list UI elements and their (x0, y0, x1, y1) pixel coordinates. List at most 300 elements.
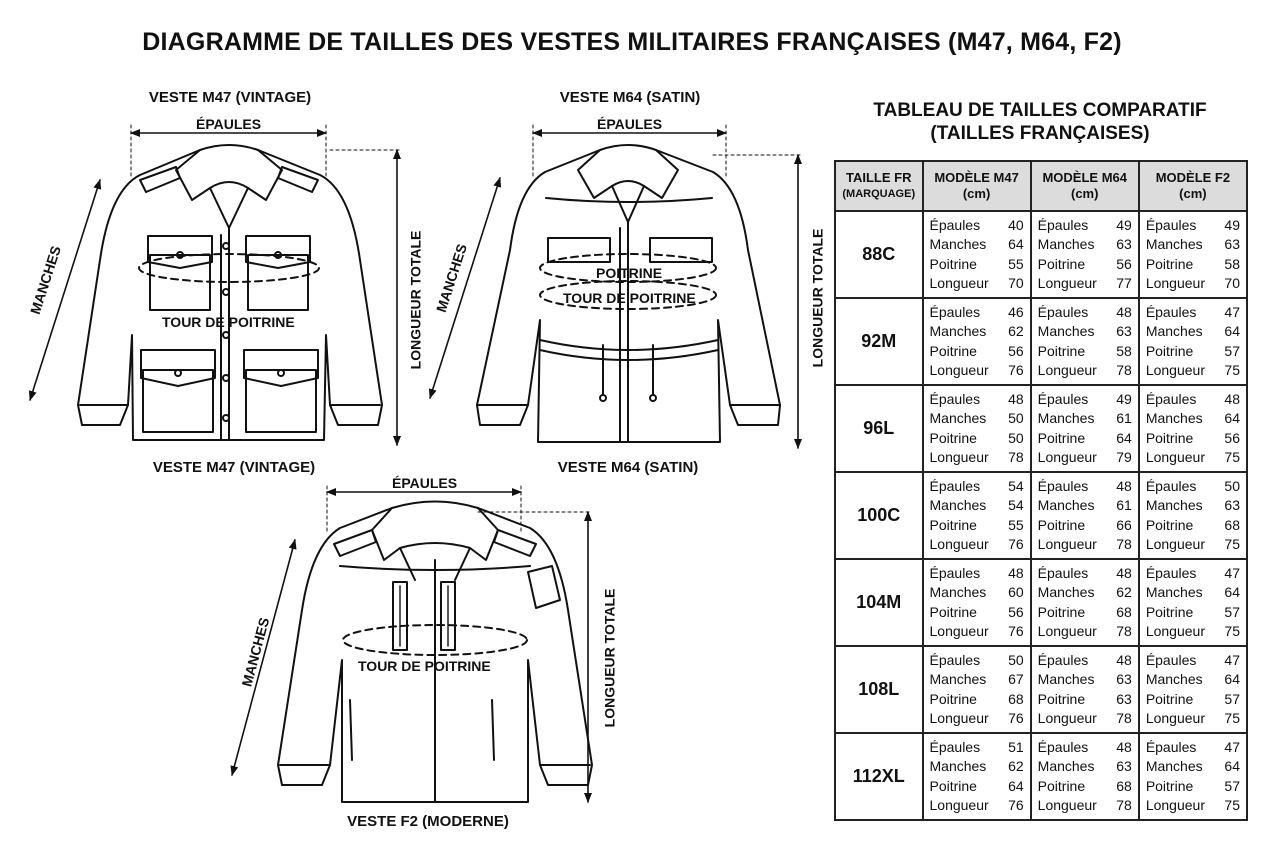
measure-value: 63 (1116, 758, 1132, 774)
measure-value: 62 (1116, 584, 1132, 600)
measure-label: Poitrine (929, 516, 977, 533)
measure-line (930, 709, 1024, 729)
measure-label: Longueur (929, 710, 989, 726)
measure-line (1146, 777, 1240, 797)
table-title-line2: (TAILLES FRANÇAISES) (930, 123, 1150, 144)
measure-label: Poitrine (1145, 429, 1194, 446)
measure-label: Épaules (1037, 216, 1089, 233)
measure-value: 47 (1224, 738, 1240, 755)
measure-value: 48 (1116, 564, 1132, 581)
measure-line (930, 361, 1024, 381)
measure-value: 64 (1224, 584, 1240, 600)
header-m64 (1031, 161, 1139, 211)
measure-label: Manches (1145, 584, 1203, 600)
measure-label: Poitrine (929, 603, 977, 620)
measure-line (1038, 409, 1132, 429)
header-m47-main: MODÈLE M47 (934, 170, 1019, 185)
measure-line (1038, 342, 1132, 362)
measure-value: 56 (1008, 603, 1024, 620)
measure-value: 49 (1116, 390, 1132, 407)
measure-line (930, 255, 1024, 275)
measure-cell-m64 (1031, 646, 1139, 733)
measure-value: 55 (1008, 516, 1024, 533)
header-size (835, 161, 923, 211)
measure-label: Longueur (1037, 710, 1097, 726)
measure-label: Poitrine (929, 342, 977, 359)
measure-label: Manches (929, 584, 987, 600)
measure-line (1146, 409, 1240, 429)
header-size-sub: (MARQUAGE) (842, 188, 916, 200)
m64-sleeves-label: MANCHES (432, 241, 470, 315)
measure-line (1038, 738, 1132, 758)
measure-line (1038, 603, 1132, 623)
measure-line (1146, 361, 1240, 381)
measure-value: 76 (1008, 362, 1024, 378)
size-cell: 108L (835, 646, 923, 733)
measure-line (1146, 516, 1240, 536)
measure-label: Épaules (929, 564, 981, 581)
measure-line (930, 409, 1024, 429)
size-cell: 88C (835, 211, 923, 298)
measure-value: 64 (1116, 429, 1132, 446)
header-m64-main: MODÈLE M64 (1042, 170, 1127, 185)
measure-label: Manches (929, 236, 987, 252)
measure-line (1146, 303, 1240, 323)
measure-value: 75 (1224, 536, 1240, 552)
measure-value: 51 (1008, 738, 1024, 755)
measure-value: 75 (1224, 710, 1240, 726)
measure-label: Épaules (929, 216, 981, 233)
measure-line (1038, 709, 1132, 729)
measure-label: Manches (1037, 497, 1095, 513)
measure-line (930, 496, 1024, 516)
measure-value: 48 (1116, 303, 1132, 320)
measure-line (930, 516, 1024, 536)
measure-value: 63 (1224, 236, 1240, 252)
measure-label: Épaules (1145, 564, 1197, 581)
measure-label: Poitrine (1145, 603, 1194, 620)
measure-label: Poitrine (1037, 429, 1086, 446)
measure-value: 77 (1116, 275, 1132, 291)
measure-value: 48 (1116, 477, 1132, 494)
measure-line (1146, 796, 1240, 816)
size-table-header (835, 161, 1247, 211)
measure-value: 67 (1008, 671, 1024, 687)
measure-line (1038, 477, 1132, 497)
header-f2-sub: (cm) (1179, 186, 1207, 201)
measure-value: 57 (1224, 690, 1240, 707)
measure-label: Manches (1145, 410, 1203, 426)
measure-value: 64 (1224, 323, 1240, 339)
table-row (835, 211, 1247, 298)
measure-line (930, 651, 1024, 671)
measure-label: Poitrine (1037, 690, 1086, 707)
measure-label: Manches (1037, 584, 1095, 600)
measure-value: 46 (1008, 303, 1024, 320)
measure-label: Poitrine (929, 255, 977, 272)
m47-shoulders-label: ÉPAULES (196, 116, 262, 132)
measure-value: 61 (1116, 410, 1132, 426)
measure-value: 64 (1008, 777, 1024, 794)
measure-line (1038, 670, 1132, 690)
measure-value: 56 (1008, 342, 1024, 359)
measure-value: 40 (1008, 216, 1024, 233)
jacket-m47-drawing (30, 125, 400, 445)
measure-value: 54 (1008, 477, 1024, 494)
header-size-main: TAILLE FR (846, 170, 912, 185)
measure-cell-f2 (1139, 298, 1247, 385)
measure-label: Manches (929, 410, 987, 426)
measure-line (1146, 738, 1240, 758)
jacket-m64-drawing (430, 125, 800, 448)
measure-line (1038, 255, 1132, 275)
header-m64-sub: (cm) (1071, 186, 1099, 201)
measure-cell-f2 (1139, 559, 1247, 646)
measure-value: 68 (1116, 777, 1132, 794)
measure-value: 70 (1224, 275, 1240, 291)
measure-value: 61 (1116, 497, 1132, 513)
measure-line (1146, 255, 1240, 275)
measure-label: Épaules (929, 477, 981, 494)
measure-value: 64 (1224, 410, 1240, 426)
measure-label: Épaules (1037, 651, 1089, 668)
header-m47-sub: (cm) (962, 186, 991, 201)
table-title (830, 99, 1250, 145)
measure-label: Manches (1145, 236, 1203, 252)
measure-line (930, 564, 1024, 584)
header-m47 (923, 161, 1031, 211)
measure-cell-f2 (1139, 211, 1247, 298)
measure-value: 50 (1008, 410, 1024, 426)
measure-label: Manches (1145, 671, 1203, 687)
table-row (835, 472, 1247, 559)
measure-label: Manches (929, 323, 987, 339)
measure-label: Longueur (1145, 449, 1205, 465)
measure-value: 58 (1224, 255, 1240, 272)
measure-value: 50 (1008, 429, 1024, 446)
measure-value: 50 (1008, 651, 1024, 668)
measure-label: Manches (929, 671, 987, 687)
measure-line (1146, 390, 1240, 410)
measure-value: 64 (1224, 758, 1240, 774)
measure-label: Épaules (1037, 303, 1089, 320)
m64-chest-label-a: POITRINE (596, 265, 663, 281)
measure-label: Épaules (1145, 390, 1197, 407)
m64-chest-label-b: TOUR DE POITRINE (563, 290, 696, 306)
table-row (835, 733, 1247, 820)
measure-value: 63 (1116, 323, 1132, 339)
measure-label: Épaules (1037, 477, 1089, 494)
jacket-f2-drawing (232, 486, 592, 802)
measure-label: Manches (929, 497, 987, 513)
measure-line (930, 477, 1024, 497)
measure-label: Poitrine (1037, 255, 1086, 272)
measure-value: 76 (1008, 536, 1024, 552)
measure-value: 64 (1008, 236, 1024, 252)
measure-value: 48 (1116, 651, 1132, 668)
measure-value: 48 (1224, 390, 1240, 407)
f2-sleeves-label: MANCHES (238, 615, 273, 689)
measure-label: Épaules (1037, 390, 1089, 407)
f2-length-label: LONGUEUR TOTALE (601, 588, 618, 728)
m47-top-label: VESTE M47 (VINTAGE) (148, 89, 312, 106)
measure-label: Manches (1037, 671, 1095, 687)
measure-line (930, 322, 1024, 342)
measure-label: Poitrine (1037, 516, 1086, 533)
measure-value: 63 (1116, 671, 1132, 687)
measure-label: Longueur (929, 623, 989, 639)
measure-label: Longueur (929, 362, 989, 378)
measure-line (930, 342, 1024, 362)
measure-label: Longueur (929, 797, 989, 813)
measure-label: Longueur (1037, 536, 1097, 552)
measure-value: 76 (1008, 710, 1024, 726)
measure-line (1038, 322, 1132, 342)
measure-label: Longueur (1145, 710, 1205, 726)
measure-cell-f2 (1139, 733, 1247, 820)
measure-label: Épaules (929, 390, 981, 407)
measure-cell-m64 (1031, 211, 1139, 298)
measure-line (1146, 709, 1240, 729)
measure-value: 78 (1116, 797, 1132, 813)
measure-label: Longueur (1145, 536, 1205, 552)
measure-label: Épaules (929, 651, 981, 668)
measure-line (1146, 622, 1240, 642)
size-cell: 112XL (835, 733, 923, 820)
measure-label: Épaules (1145, 303, 1197, 320)
measure-value: 49 (1116, 216, 1132, 233)
measure-value: 75 (1224, 797, 1240, 813)
measure-line (930, 390, 1024, 410)
measure-line (930, 738, 1024, 758)
measure-line (930, 583, 1024, 603)
measure-label: Manches (1037, 758, 1095, 774)
measure-label: Longueur (1145, 623, 1205, 639)
measure-cell-f2 (1139, 472, 1247, 559)
page-title: DIAGRAMME DE TAILLES DES VESTES MILITAIRES FRANÇAISES (M47, M64, F2) (142, 28, 1122, 56)
measure-line (1146, 651, 1240, 671)
measure-line (1146, 429, 1240, 449)
table-row (835, 646, 1247, 733)
measure-label: Manches (1145, 758, 1203, 774)
measure-line (1146, 448, 1240, 468)
measure-line (1038, 235, 1132, 255)
measure-line (1038, 622, 1132, 642)
measure-value: 68 (1224, 516, 1240, 533)
measure-line (1038, 274, 1132, 294)
measure-label: Poitrine (929, 777, 977, 794)
measure-line (930, 429, 1024, 449)
measure-value: 75 (1224, 362, 1240, 378)
measure-line (1146, 322, 1240, 342)
measure-value: 48 (1116, 738, 1132, 755)
measure-cell-m47 (923, 646, 1031, 733)
measure-line (930, 757, 1024, 777)
measure-line (1038, 583, 1132, 603)
measure-label: Longueur (929, 449, 989, 465)
measure-value: 76 (1008, 797, 1024, 813)
m47-bottom-label: VESTE M47 (VINTAGE) (152, 459, 316, 476)
measure-value: 48 (1008, 390, 1024, 407)
measure-line (1146, 564, 1240, 584)
measure-label: Épaules (929, 738, 981, 755)
measure-line (1038, 535, 1132, 555)
measure-label: Poitrine (1145, 690, 1194, 707)
size-table (834, 160, 1248, 821)
measure-line (1146, 535, 1240, 555)
size-cell: 92M (835, 298, 923, 385)
measure-value: 47 (1224, 303, 1240, 320)
measure-line (1146, 216, 1240, 236)
measure-value: 68 (1116, 603, 1132, 620)
measure-label: Épaules (1037, 738, 1089, 755)
measure-cell-m64 (1031, 559, 1139, 646)
measure-cell-m47 (923, 211, 1031, 298)
measure-label: Longueur (929, 275, 989, 291)
measure-value: 54 (1008, 497, 1024, 513)
measure-value: 64 (1224, 671, 1240, 687)
measure-label: Épaules (1145, 651, 1197, 668)
measure-label: Manches (1145, 497, 1203, 513)
measure-line (930, 303, 1024, 323)
measure-label: Épaules (1145, 477, 1197, 494)
measure-cell-m64 (1031, 733, 1139, 820)
size-cell: 96L (835, 385, 923, 472)
measure-line (1146, 477, 1240, 497)
f2-chest-label: TOUR DE POITRINE (358, 658, 491, 674)
measure-line (1146, 496, 1240, 516)
table-row (835, 298, 1247, 385)
measure-value: 78 (1008, 449, 1024, 465)
measure-line (930, 690, 1024, 710)
measure-line (1038, 564, 1132, 584)
measure-label: Manches (1145, 323, 1203, 339)
measure-value: 57 (1224, 603, 1240, 620)
measure-line (930, 235, 1024, 255)
measure-cell-m47 (923, 472, 1031, 559)
measure-value: 49 (1224, 216, 1240, 233)
measure-value: 70 (1008, 275, 1024, 291)
measure-line (1146, 603, 1240, 623)
measure-line (930, 216, 1024, 236)
measure-label: Poitrine (1145, 516, 1194, 533)
measure-value: 78 (1116, 623, 1132, 639)
measure-label: Longueur (1145, 797, 1205, 813)
measure-label: Manches (1037, 410, 1095, 426)
measure-cell-m47 (923, 298, 1031, 385)
measure-value: 60 (1008, 584, 1024, 600)
measure-line (930, 274, 1024, 294)
measure-label: Longueur (1037, 362, 1097, 378)
measure-value: 47 (1224, 651, 1240, 668)
measure-line (1038, 448, 1132, 468)
size-cell: 100C (835, 472, 923, 559)
measure-line (930, 603, 1024, 623)
measure-value: 56 (1116, 255, 1132, 272)
measure-line (1038, 303, 1132, 323)
m47-chest-label: TOUR DE POITRINE (162, 314, 295, 330)
measure-label: Poitrine (1037, 342, 1086, 359)
measure-label: Poitrine (929, 429, 977, 446)
measure-label: Poitrine (1145, 342, 1194, 359)
measure-label: Poitrine (1037, 603, 1086, 620)
measure-value: 78 (1116, 362, 1132, 378)
measure-value: 79 (1116, 449, 1132, 465)
table-row (835, 559, 1247, 646)
m47-length-label: LONGUEUR TOTALE (407, 230, 424, 370)
size-table-body (835, 211, 1247, 820)
measure-line (1146, 670, 1240, 690)
measure-line (1038, 429, 1132, 449)
measure-line (1146, 274, 1240, 294)
measure-value: 78 (1116, 710, 1132, 726)
measure-label: Manches (1037, 236, 1095, 252)
m64-bottom-label: VESTE M64 (SATIN) (557, 459, 699, 476)
measure-label: Longueur (1037, 797, 1097, 813)
measure-value: 56 (1224, 429, 1240, 446)
measure-line (1146, 235, 1240, 255)
measure-value: 55 (1008, 255, 1024, 272)
measure-label: Longueur (929, 536, 989, 552)
measure-line (1038, 757, 1132, 777)
measure-label: Longueur (1037, 449, 1097, 465)
m64-shoulders-label: ÉPAULES (597, 116, 663, 132)
measure-cell-f2 (1139, 385, 1247, 472)
table-row (835, 385, 1247, 472)
measure-line (1146, 690, 1240, 710)
measure-line (1038, 796, 1132, 816)
measure-line (930, 622, 1024, 642)
measure-line (1038, 390, 1132, 410)
measure-value: 78 (1116, 536, 1132, 552)
measure-line (1038, 361, 1132, 381)
measure-cell-f2 (1139, 646, 1247, 733)
table-title-line1: TABLEAU DE TAILLES COMPARATIF (873, 100, 1207, 121)
measure-line (1146, 757, 1240, 777)
measure-line (930, 448, 1024, 468)
f2-shoulders-label: ÉPAULES (392, 475, 458, 491)
measure-value: 63 (1116, 236, 1132, 252)
measure-cell-m47 (923, 733, 1031, 820)
m47-sleeves-label: MANCHES (26, 243, 64, 317)
measure-label: Longueur (1145, 362, 1205, 378)
measure-label: Épaules (1145, 738, 1197, 755)
f2-bottom-label: VESTE F2 (MODERNE) (347, 813, 509, 830)
measure-label: Manches (1037, 323, 1095, 339)
measure-cell-m47 (923, 559, 1031, 646)
measure-line (1038, 516, 1132, 536)
measure-label: Manches (929, 758, 987, 774)
measure-line (1038, 496, 1132, 516)
header-f2 (1139, 161, 1247, 211)
measure-label: Poitrine (1037, 777, 1086, 794)
measure-label: Longueur (1037, 623, 1097, 639)
measure-label: Épaules (929, 303, 981, 320)
measure-value: 76 (1008, 623, 1024, 639)
measure-line (1038, 651, 1132, 671)
measure-value: 47 (1224, 564, 1240, 581)
measure-label: Épaules (1037, 564, 1089, 581)
m64-top-label: VESTE M64 (SATIN) (559, 89, 701, 106)
measure-line (930, 670, 1024, 690)
measure-value: 68 (1008, 690, 1024, 707)
measure-line (1038, 777, 1132, 797)
size-cell: 104M (835, 559, 923, 646)
measure-line (930, 777, 1024, 797)
measure-line (1146, 583, 1240, 603)
measure-cell-m64 (1031, 298, 1139, 385)
measure-label: Épaules (1145, 216, 1197, 233)
